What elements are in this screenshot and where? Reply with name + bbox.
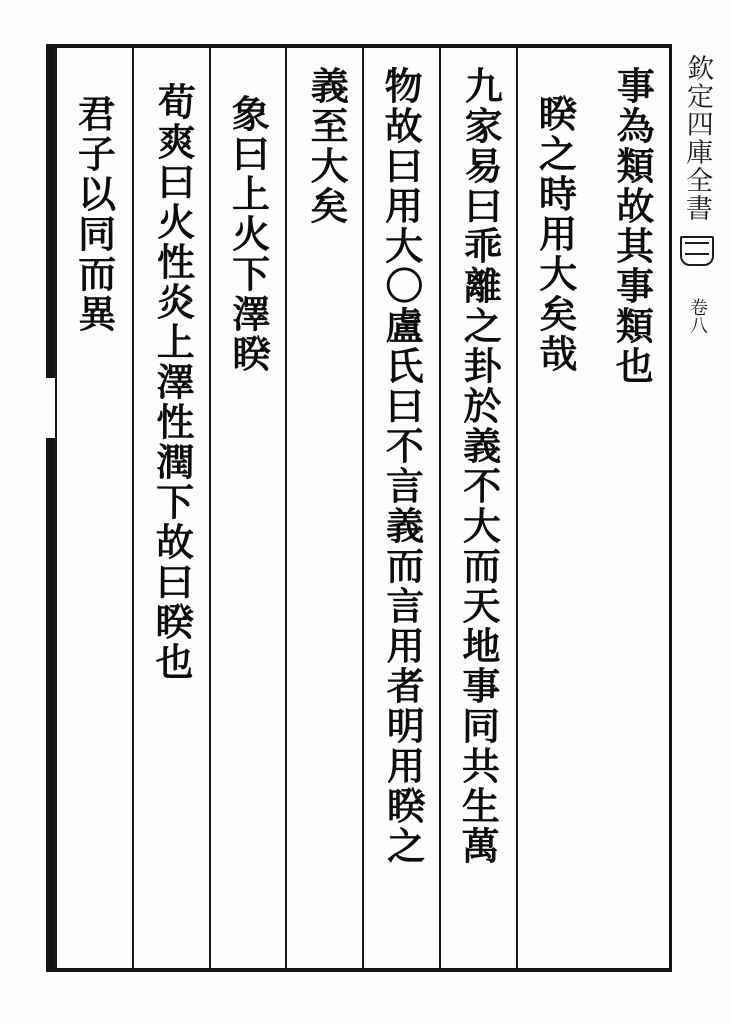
frame-edge-gap (46, 378, 55, 438)
text-column (439, 48, 516, 968)
book-title: 欽定四庫全書 (680, 53, 714, 223)
column-text: 荀爽曰火性炎上澤性潤下故曰睽也 (148, 81, 197, 683)
text-column (592, 48, 669, 968)
page-margin-header (671, 48, 723, 968)
column-text: 事為類故其事類也 (609, 65, 656, 387)
column-text: 九家易曰乖離之卦於義不大而天地事同共生萬 (454, 65, 504, 867)
column-text: 物故曰用大〇盧氏曰不言義而言用者明用睽之 (378, 65, 426, 867)
fish-tail-icon (680, 236, 714, 266)
text-column (55, 48, 132, 968)
text-frame (46, 44, 672, 972)
text-columns (55, 48, 669, 968)
text-column (285, 48, 362, 968)
volume-label: 卷八 (687, 298, 708, 334)
text-column (209, 48, 286, 968)
column-text: 象曰上火下澤睽 (224, 93, 271, 375)
text-column (362, 48, 439, 968)
text-column (516, 48, 593, 968)
column-text: 義至大矣 (304, 65, 350, 227)
column-text: 睽之時用大矣哉 (531, 93, 578, 375)
text-column (132, 48, 209, 968)
column-text: 君子以同而異 (71, 93, 118, 335)
